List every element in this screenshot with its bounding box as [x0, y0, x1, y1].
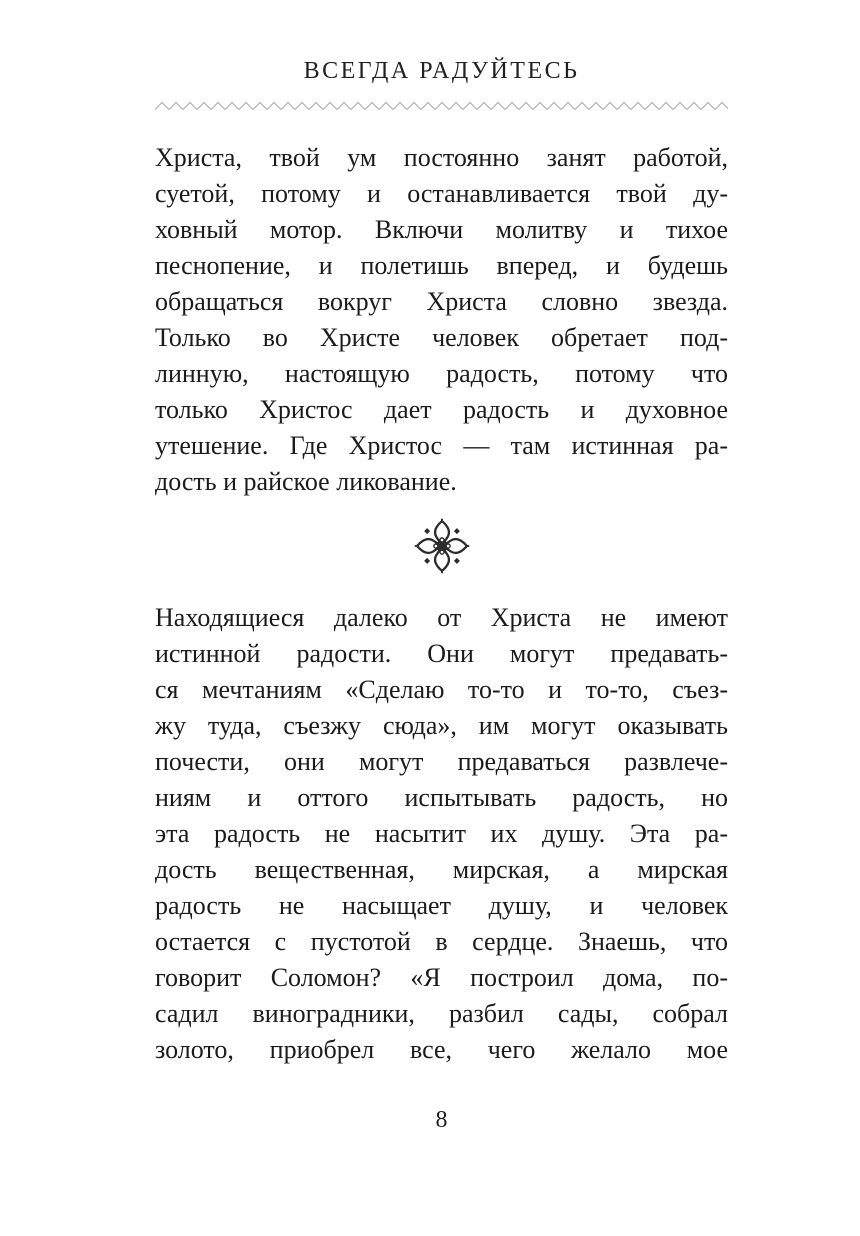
chapter-title: ВСЕГДА РАДУЙТЕСЬ	[303, 58, 580, 84]
page-number: 8	[435, 1107, 448, 1133]
text-line: линную, настоящую радость, потому что	[155, 359, 728, 388]
text-line: истинной радости. Они могут предавать-	[155, 639, 728, 668]
text-line: ниям и оттого испытывать радость, но	[155, 783, 728, 812]
text-line: суетой, потому и останавливается твой ду-	[155, 179, 728, 208]
text-line: Только во Христе человек обретает под-	[155, 323, 728, 352]
text-line: садил виноградники, разбил сады, собрал	[155, 999, 728, 1028]
text-line: дость и райское ликование.	[155, 467, 457, 496]
paragraph	[155, 600, 728, 1068]
text-line: остается с пустотой в сердце. Знаешь, что	[155, 927, 728, 956]
text-line: жу туда, съезжу сюда», им могут оказывать	[155, 711, 728, 740]
text-line: утешение. Где Христос — там истинная ра-	[155, 431, 728, 460]
text-line: только Христос дает радость и духовное	[155, 395, 728, 424]
zigzag-divider-icon	[155, 100, 728, 112]
section-divider	[155, 518, 728, 574]
text-line: говорит Соломон? «Я построил дома, по-	[155, 963, 728, 992]
text-column	[155, 56, 728, 1134]
text-line: дость вещественная, мирская, а мирская	[155, 855, 728, 884]
text-line: песнопение, и полетишь вперед, и будешь	[155, 251, 728, 280]
text-line: ся мечтаниям «Сделаю то-то и то-то, съез-	[155, 675, 728, 704]
paragraph	[155, 140, 728, 500]
text-line: Христа, твой ум постоянно занят работой,	[155, 143, 728, 172]
floral-ornament-icon	[414, 518, 470, 574]
text-line: радость не насыщает душу, и человек	[155, 891, 728, 920]
text-line: золото, приобрел все, чего желало мое	[155, 1035, 728, 1064]
text-line: эта радость не насытит их душу. Эта ра-	[155, 819, 728, 848]
text-line: Находящиеся далеко от Христа не имеют	[155, 603, 728, 632]
text-line: ховный мотор. Включи молитву и тихое	[155, 215, 728, 244]
text-line: почести, они могут предаваться развлече-	[155, 747, 728, 776]
text-line: обращаться вокруг Христа словно звезда.	[155, 287, 728, 316]
